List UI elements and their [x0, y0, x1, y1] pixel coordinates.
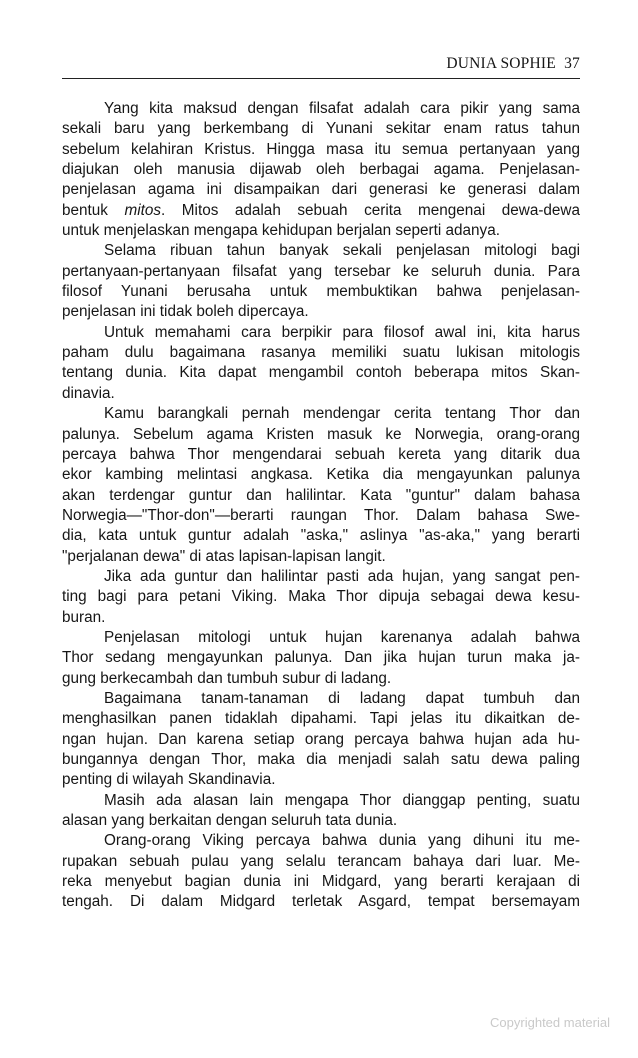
- text-line: untuk menjelaskan mengapa kehidupan berjalan seperti adanya.: [62, 222, 500, 240]
- text-line: ting bagi para petani Viking. Maka Thor dipuja sebagai dewa kesu-: [62, 588, 580, 606]
- paragraph: [62, 689, 580, 791]
- running-title: DUNIA SOPHIE: [446, 55, 556, 72]
- text-line: buran.: [62, 608, 106, 626]
- text-line: rupakan sebuah pulau yang selalu terancam bahaya dari luar. Me-: [62, 852, 580, 870]
- text-line: ekor kambing melintasi angkasa. Ketika dia mengayunkan palunya: [62, 466, 580, 484]
- body-text: [62, 99, 580, 913]
- text-line: Yang kita maksud dengan filsafat adalah cara pikir yang sama: [104, 100, 580, 117]
- page-number: 37: [564, 55, 580, 72]
- text-line: pertanyaan-pertanyaan filsafat yang tersebar ke seluruh dunia. Para: [62, 262, 580, 280]
- text-line: palunya. Sebelum agama Kristen masuk ke Norwegia, orang-orang: [62, 425, 580, 443]
- text-line: sekali baru yang berkembang di Yunani sekitar enam ratus tahun: [62, 120, 580, 138]
- text-line: dia, kata untuk guntur adalah "aska," aslinya "as-aka," yang berarti: [62, 527, 580, 545]
- paragraph: [62, 567, 580, 628]
- text-line: dinavia.: [62, 384, 115, 402]
- text-line: Penjelasan mitologi untuk hujan karenanya adalah bahwa: [104, 628, 580, 646]
- text-line: menghasilkan panen tidaklah dipahami. Tapi jelas itu dikaitkan de-: [62, 710, 580, 728]
- text-line: diajukan oleh manusia dijawab oleh berbagai agama. Penjelasan-: [62, 161, 580, 179]
- text-line: Norwegia—"Thor-don"—berarti raungan Thor. Dalam bahasa Swe-: [62, 506, 580, 524]
- text-line: reka menyebut bagian dunia ini Midgard, yang berarti kerajaan di: [62, 873, 580, 891]
- paragraph: [62, 628, 580, 689]
- text-line: paham dulu bagaimana rasanya memiliki suatu lukisan mitologis: [62, 344, 580, 362]
- header-rule: [62, 78, 580, 79]
- text-line: alasan yang berkaitan dengan seluruh tata dunia.: [62, 812, 398, 830]
- running-header: [62, 55, 580, 73]
- text-line: ngan hujan. Dan karena setiap orang percaya bahwa hujan ada hu-: [62, 730, 580, 748]
- text-line: gung berkecambah dan tumbuh subur di ladang.: [62, 669, 392, 687]
- paragraph: [62, 323, 580, 404]
- text-line: Thor sedang mengayunkan palunya. Dan jika hujan turun maka ja-: [62, 649, 580, 667]
- text-line: Bagaimana tanam-tanaman di ladang dapat tumbuh dan: [104, 689, 580, 707]
- watermark: Copyrighted material: [490, 1015, 610, 1030]
- paragraph: [62, 831, 580, 912]
- text-line: sebelum kelahiran Kristus. Hingga masa itu semua pertanyaan yang: [62, 140, 580, 158]
- text-line: "perjalanan dewa" di atas lapisan-lapisan langit.: [62, 547, 386, 565]
- paragraph: [62, 791, 580, 832]
- text-line: penjelasan agama ini disampaikan dari generasi ke generasi dalam: [62, 181, 580, 199]
- text-line: Jika ada guntur dan halilintar pasti ada hujan, yang sangat pen-: [104, 567, 580, 585]
- paragraph: [62, 404, 580, 567]
- text-line: akan terdengar guntur dan halilintar. Kata "guntur" dalam bahasa: [62, 486, 580, 504]
- text-line: Orang-orang Viking percaya bahwa dunia yang dihuni itu me-: [104, 832, 580, 850]
- text-line: bungannya dengan Thor, maka dia menjadi salah satu dewa paling: [62, 751, 580, 768]
- text-line: filosof Yunani berusaha untuk membuktikan bahwa penjelasan-: [62, 283, 580, 301]
- text-line: Untuk memahami cara berpikir para filosof awal ini, kita harus: [104, 323, 580, 341]
- text-line: Selama ribuan tahun banyak sekali penjelasan mitologi bagi: [104, 242, 580, 260]
- text-line: percaya bahwa Thor mengendarai sebuah kereta yang ditarik dua: [62, 445, 580, 463]
- text-line: Kamu barangkali pernah mendengar cerita tentang Thor dan: [104, 405, 580, 423]
- text-line: penjelasan ini tidak boleh dipercaya.: [62, 303, 309, 321]
- text-line: penting di wilayah Skandinavia.: [62, 771, 276, 789]
- text-line: tengah. Di dalam Midgard terletak Asgard, tempat bersemayam: [62, 893, 580, 911]
- paragraph: [62, 241, 580, 322]
- paragraph: [62, 99, 580, 241]
- text-line: Masih ada alasan lain mengapa Thor dianggap penting, suatu: [104, 791, 580, 809]
- text-line: tentang dunia. Kita dapat mengambil contoh beberapa mitos Skan-: [62, 364, 580, 382]
- text-line: bentuk mitos. Mitos adalah sebuah cerita mengenai dewa-dewa: [62, 201, 580, 219]
